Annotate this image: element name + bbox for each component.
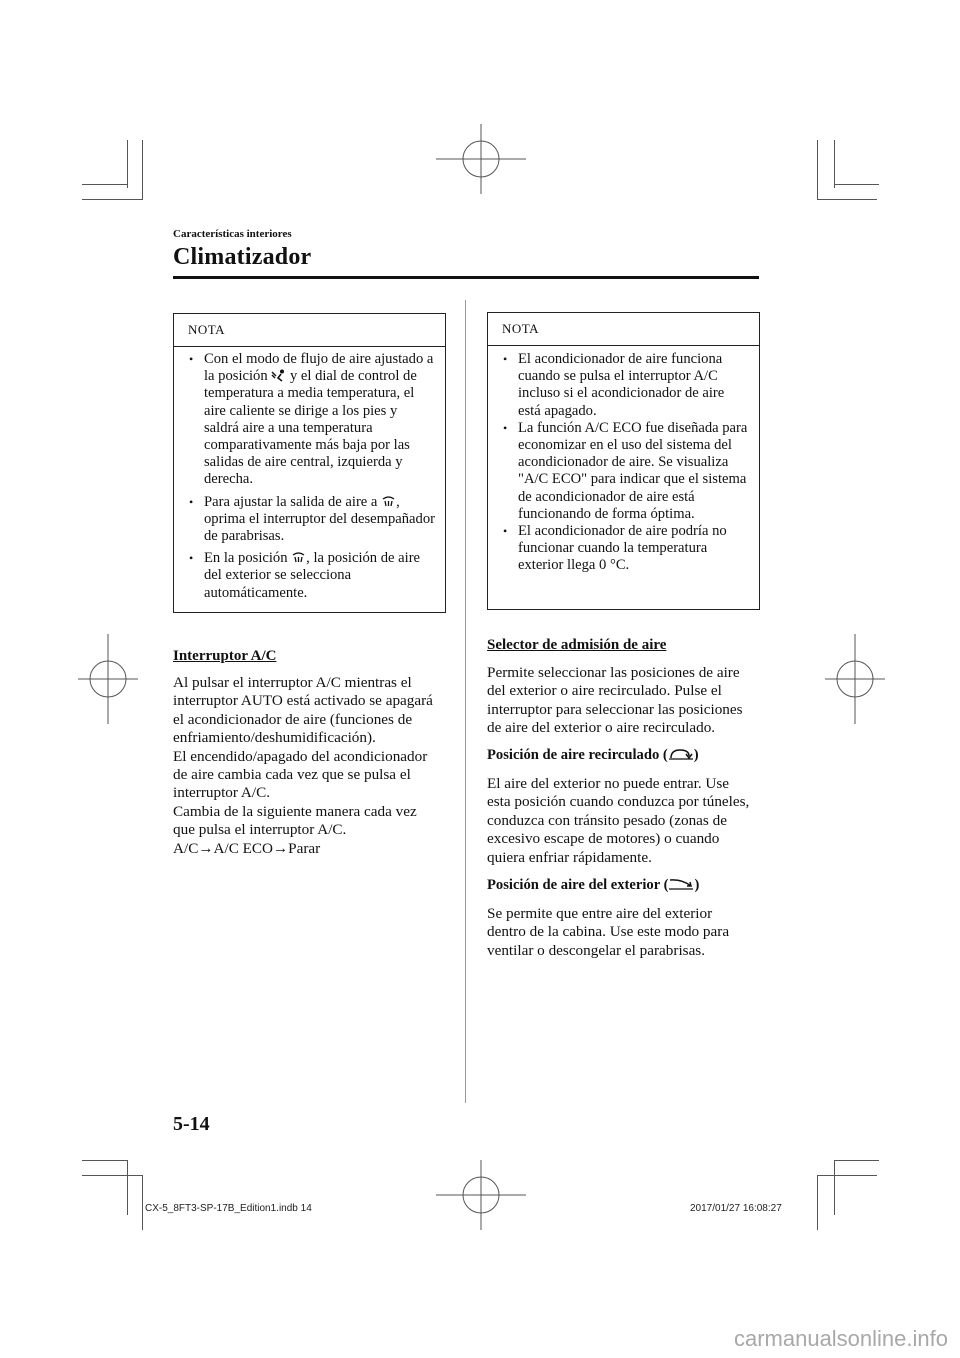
ac-switch-body <box>173 674 458 858</box>
body-line: Permite seleccionar las posiciones de aire <box>487 664 740 681</box>
body-line: El encendido/apagado del acondicionador <box>173 747 428 765</box>
note-item: • Con el modo de flujo de aire ajustado a la posición y el dial de control de temperatura a media temperatura, el aire caliente se dirige a los pies y saldrá aire a una temperatura comparativamente más baja por las salidas de aire central, izquierda y derecha. <box>189 351 434 488</box>
body-line: Se permite que entre aire del exterior <box>487 905 713 922</box>
ac-switch-heading: Interruptor A/C <box>173 648 277 664</box>
air-intake-heading: Selector de admisión de aire <box>487 637 667 653</box>
heading-text: ) <box>694 877 700 893</box>
note-item: • El acondicionador de aire funciona cuando se pulsa el interruptor A/C incluso si el acondicionador de aire está apagado. <box>503 351 725 419</box>
body-line: el acondicionador de aire (funciones de <box>173 710 413 728</box>
note-item: • Para ajustar la salida de aire a , oprima el interruptor del desempañador de parabrisas. <box>189 493 435 545</box>
air-intake-body <box>487 664 772 738</box>
page-number: 5-14 <box>173 1113 210 1135</box>
body-line: dentro de la cabina. Use este modo para <box>487 923 730 941</box>
registration-mark-top <box>436 124 526 194</box>
recirculated-body <box>487 775 777 867</box>
body-line: A/C→A/C ECO→Parar <box>173 839 321 857</box>
note-box-right <box>487 312 760 610</box>
outside-air-icon <box>668 877 694 891</box>
body-line: interruptor A/C. <box>173 784 271 802</box>
note-item: • En la posición , la posición de aire del exterior se selecciona automáticamente. <box>189 550 421 601</box>
note-text: En la posición <box>204 550 288 567</box>
defroster-icon <box>381 495 396 508</box>
registration-mark-left <box>78 634 138 724</box>
note-text: El acondicionador de aire funciona cuando se pulsa el interruptor A/C incluso si el acondicionador de aire está apagado. <box>518 351 725 419</box>
body-line: quiera enfriar rápidamente. <box>487 848 652 866</box>
heading-text: ) <box>693 747 699 763</box>
note-text: Con el modo de flujo de aire ajustado a la posición <box>204 351 434 385</box>
note-box-left <box>173 313 446 613</box>
outside-air-body <box>487 905 777 960</box>
page-title: Climatizador <box>173 244 312 270</box>
body-line: interruptor AUTO está activado se apagará <box>173 692 433 710</box>
footer-timestamp: 2017/01/27 16:08:27 <box>690 1203 782 1214</box>
body-line: enfriamiento/deshumidificación). <box>173 729 376 747</box>
heading-text: Posición de aire recirculado ( <box>487 747 668 763</box>
body-line: excesivo escape de motores) o cuando <box>487 830 720 848</box>
footer-filename: CX-5_8FT3-SP-17B_Edition1.indb 14 <box>145 1203 312 1214</box>
body-line: El aire del exterior no puede entrar. Use <box>487 775 730 792</box>
watermark: carmanualsonline.info <box>733 1326 948 1351</box>
note-text: La función A/C ECO fue diseñada para economizar en el uso del sistema del acondicionador de aire. Se visualiza "A/C ECO" para indicar que el sistema de acondicionador de aire está funcionando de forma óptima. <box>518 419 748 522</box>
foot-vent-icon <box>271 369 286 382</box>
registration-mark-bottom <box>436 1160 526 1230</box>
recirculated-heading <box>487 747 699 764</box>
body-line: del exterior o aire recirculado. Pulse el <box>487 682 722 700</box>
body-line: de aire cambia cada vez que se pulsa el <box>173 766 411 784</box>
note-heading: NOTA <box>488 313 759 346</box>
note-text: y el dial de control de temperatura a media temperatura, el aire caliente se dirige a los pies y saldrá aire a una temperatura comparativamente más baja por las salidas de aire central, izquierda y derecha. <box>204 368 417 488</box>
body-line: de aire del exterior o aire recirculado. <box>487 719 716 737</box>
heading-text: Posición de aire del exterior ( <box>487 877 669 893</box>
body-line: Al pulsar el interruptor A/C mientras el <box>173 674 412 691</box>
column-divider <box>465 300 466 1103</box>
note-item: • El acondicionador de aire podría no funcionar cuando la temperatura exterior llega 0 °C. <box>503 523 727 574</box>
note-text: , oprima el interruptor del desempañador de parabrisas. <box>204 493 435 545</box>
body-line: ventilar o descongelar el parabrisas. <box>487 941 706 959</box>
header-rule <box>173 276 759 279</box>
note-text: Para ajustar la salida de aire a <box>204 493 378 510</box>
registration-mark-right <box>825 634 885 724</box>
note-text: , la posición de aire del exterior se selecciona automáticamente. <box>204 550 421 601</box>
note-item: • La función A/C ECO fue diseñada para economizar en el uso del sistema del acondicionador de aire. Se visualiza "A/C ECO" para indicar que el sistema de acondicionador de aire está funcionando de forma óptima. <box>503 419 748 522</box>
outside-air-heading <box>487 877 699 894</box>
note-heading: NOTA <box>174 314 445 347</box>
section-label: Características interiores <box>173 228 292 240</box>
note-text: El acondicionador de aire podría no funcionar cuando la temperatura exterior llega 0 °C. <box>518 523 727 574</box>
body-line: que pulsa el interruptor A/C. <box>173 821 347 839</box>
body-line: interruptor para seleccionar las posiciones <box>487 700 743 718</box>
body-line: Cambia de la siguiente manera cada vez <box>173 802 417 820</box>
body-line: conduzca con tránsito pesado (zonas de <box>487 811 727 829</box>
body-line: esta posición cuando conduzca por túneles, <box>487 793 750 811</box>
defroster-icon <box>291 551 306 564</box>
recirculate-icon <box>668 747 694 761</box>
